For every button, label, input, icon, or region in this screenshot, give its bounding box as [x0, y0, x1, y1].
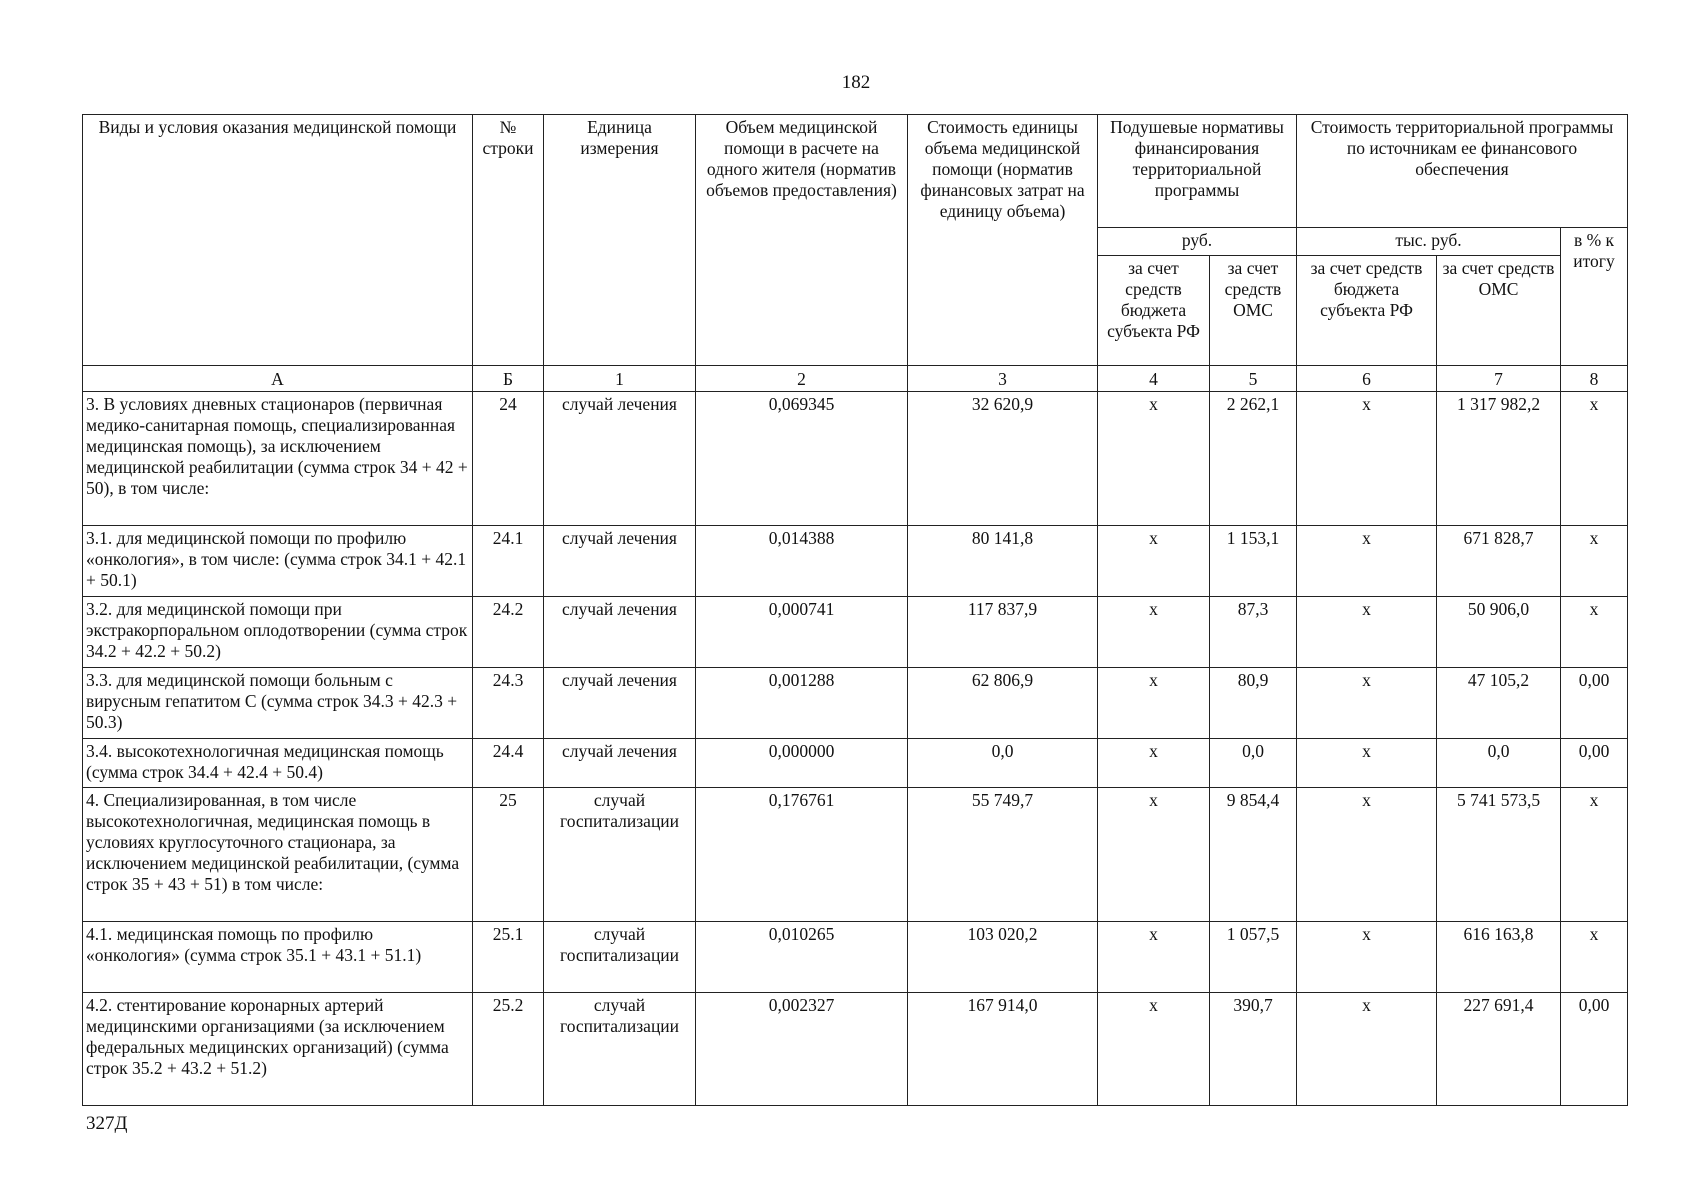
- row-unit: случай лечения: [544, 526, 696, 597]
- header-unit-thousand-rub: тыс. руб.: [1297, 228, 1561, 256]
- row-line-number: 24.1: [473, 526, 544, 597]
- row-oms-rub: 1 153,1: [1210, 526, 1297, 597]
- row-budget-thousand: х: [1297, 668, 1437, 739]
- header-percent-total: в % к итогу: [1561, 228, 1628, 366]
- index-cell: 3: [908, 366, 1098, 392]
- row-oms-thousand: 0,0: [1437, 739, 1561, 788]
- row-budget-rub: х: [1098, 788, 1210, 922]
- row-oms-rub: 87,3: [1210, 597, 1297, 668]
- table-row: [83, 597, 1628, 668]
- index-cell: 2: [696, 366, 908, 392]
- table-row: [83, 392, 1628, 526]
- column-index-row: [83, 366, 1628, 392]
- row-line-number: 24.3: [473, 668, 544, 739]
- row-name: 4.2. стентирование коронарных артерий медицинскими организациями (за исключением федеральных медицинских организаций) (сумма строк 35.2 + 43.2 + 51.2): [83, 993, 473, 1106]
- table-row: [83, 993, 1628, 1106]
- row-oms-rub: 0,0: [1210, 739, 1297, 788]
- row-budget-rub: х: [1098, 922, 1210, 993]
- index-cell: 6: [1297, 366, 1437, 392]
- table-row: [83, 526, 1628, 597]
- row-volume: 0,069345: [696, 392, 908, 526]
- row-name: 4. Специализированная, в том числе высокотехнологичная, медицинская помощь в условиях круглосуточного стационара, за исключением медицинской реабилитации, (сумма строк 35 + 43 + 51) в том числе:: [83, 788, 473, 922]
- row-unit-cost: 167 914,0: [908, 993, 1098, 1106]
- header-unit-rub: руб.: [1098, 228, 1297, 256]
- row-volume: 0,014388: [696, 526, 908, 597]
- index-cell: 1: [544, 366, 696, 392]
- header-budget-thousand: за счет средств бюджета субъекта РФ: [1297, 256, 1437, 366]
- index-cell: 5: [1210, 366, 1297, 392]
- row-volume: 0,000000: [696, 739, 908, 788]
- header-per-capita-group: Подушевые нормативы финансирования территориальной программы: [1098, 115, 1297, 228]
- row-unit: случай госпитализации: [544, 993, 696, 1106]
- row-percent: 0,00: [1561, 739, 1628, 788]
- row-line-number: 24: [473, 392, 544, 526]
- row-unit-cost: 117 837,9: [908, 597, 1098, 668]
- row-volume: 0,010265: [696, 922, 908, 993]
- row-unit-cost: 55 749,7: [908, 788, 1098, 922]
- index-cell: Б: [473, 366, 544, 392]
- row-oms-rub: 2 262,1: [1210, 392, 1297, 526]
- row-percent: х: [1561, 392, 1628, 526]
- row-oms-rub: 390,7: [1210, 993, 1297, 1106]
- row-oms-thousand: 671 828,7: [1437, 526, 1561, 597]
- row-unit-cost: 80 141,8: [908, 526, 1098, 597]
- row-oms-rub: 1 057,5: [1210, 922, 1297, 993]
- table-row: [83, 739, 1628, 788]
- row-volume: 0,002327: [696, 993, 908, 1106]
- row-oms-thousand: 227 691,4: [1437, 993, 1561, 1106]
- row-volume: 0,001288: [696, 668, 908, 739]
- page-number: 182: [841, 72, 871, 93]
- header-volume: Объем медицинской помощи в расчете на одного жителя (норматив объемов предоставления): [696, 115, 908, 366]
- row-unit: случай госпитализации: [544, 788, 696, 922]
- index-cell: А: [83, 366, 473, 392]
- header-unit-cost: Стоимость единицы объема медицинской помощи (норматив финансовых затрат на единицу объема): [908, 115, 1098, 366]
- row-percent: х: [1561, 526, 1628, 597]
- index-cell: 7: [1437, 366, 1561, 392]
- header-oms-thousand: за счет средств ОМС: [1437, 256, 1561, 366]
- index-cell: 8: [1561, 366, 1628, 392]
- row-oms-thousand: 616 163,8: [1437, 922, 1561, 993]
- row-budget-thousand: х: [1297, 739, 1437, 788]
- row-unit-cost: 103 020,2: [908, 922, 1098, 993]
- financing-table: [82, 114, 1628, 1106]
- table-row: [83, 922, 1628, 993]
- header-oms-rub: за счет средств ОМС: [1210, 256, 1297, 366]
- row-budget-thousand: х: [1297, 788, 1437, 922]
- row-name: 3.3. для медицинской помощи больным с вирусным гепатитом С (сумма строк 34.3 + 42.3 + 50.3): [83, 668, 473, 739]
- row-unit: случай лечения: [544, 392, 696, 526]
- row-budget-rub: х: [1098, 993, 1210, 1106]
- row-name: 3.1. для медицинской помощи по профилю «онкология», в том числе: (сумма строк 34.1 + 42.1 + 50.1): [83, 526, 473, 597]
- table-row: [83, 668, 1628, 739]
- row-budget-rub: х: [1098, 392, 1210, 526]
- row-oms-thousand: 1 317 982,2: [1437, 392, 1561, 526]
- row-percent: х: [1561, 922, 1628, 993]
- document-code: 327Д: [86, 1113, 128, 1134]
- row-budget-thousand: х: [1297, 526, 1437, 597]
- row-budget-thousand: х: [1297, 922, 1437, 993]
- row-percent: х: [1561, 597, 1628, 668]
- row-line-number: 24.2: [473, 597, 544, 668]
- row-budget-rub: х: [1098, 597, 1210, 668]
- row-budget-thousand: х: [1297, 597, 1437, 668]
- row-unit: случай лечения: [544, 739, 696, 788]
- row-line-number: 25.1: [473, 922, 544, 993]
- row-oms-thousand: 5 741 573,5: [1437, 788, 1561, 922]
- row-unit: случай лечения: [544, 668, 696, 739]
- row-percent: 0,00: [1561, 993, 1628, 1106]
- header-kind: Виды и условия оказания медицинской помощи: [83, 115, 473, 366]
- row-unit: случай лечения: [544, 597, 696, 668]
- header-line-number: № строки: [473, 115, 544, 366]
- row-budget-rub: х: [1098, 526, 1210, 597]
- row-line-number: 25: [473, 788, 544, 922]
- row-unit-cost: 0,0: [908, 739, 1098, 788]
- row-budget-thousand: х: [1297, 392, 1437, 526]
- row-budget-rub: х: [1098, 668, 1210, 739]
- row-name: 3.2. для медицинской помощи при экстракорпоральном оплодотворении (сумма строк 34.2 + 42.2 + 50.2): [83, 597, 473, 668]
- header-budget-rub: за счет средств бюджета субъекта РФ: [1098, 256, 1210, 366]
- row-oms-thousand: 50 906,0: [1437, 597, 1561, 668]
- row-percent: 0,00: [1561, 668, 1628, 739]
- row-budget-thousand: х: [1297, 993, 1437, 1106]
- row-unit: случай госпитализации: [544, 922, 696, 993]
- row-line-number: 24.4: [473, 739, 544, 788]
- row-name: 4.1. медицинская помощь по профилю «онкология» (сумма строк 35.1 + 43.1 + 51.1): [83, 922, 473, 993]
- row-oms-rub: 9 854,4: [1210, 788, 1297, 922]
- row-oms-thousand: 47 105,2: [1437, 668, 1561, 739]
- row-budget-rub: х: [1098, 739, 1210, 788]
- row-volume: 0,176761: [696, 788, 908, 922]
- row-oms-rub: 80,9: [1210, 668, 1297, 739]
- index-cell: 4: [1098, 366, 1210, 392]
- row-unit-cost: 62 806,9: [908, 668, 1098, 739]
- row-percent: х: [1561, 788, 1628, 922]
- row-volume: 0,000741: [696, 597, 908, 668]
- row-unit-cost: 32 620,9: [908, 392, 1098, 526]
- row-name: 3. В условиях дневных стационаров (первичная медико-санитарная помощь, специализированная медицинская помощь), за исключением медицинской реабилитации (сумма строк 34 + 42 + 50), в том числе:: [83, 392, 473, 526]
- table-row: [83, 788, 1628, 922]
- row-name: 3.4. высокотехнологичная медицинская помощь (сумма строк 34.4 + 42.4 + 50.4): [83, 739, 473, 788]
- header-program-cost-group: Стоимость территориальной программы по источникам ее финансового обеспечения: [1297, 115, 1628, 228]
- header-unit: Единица измерения: [544, 115, 696, 366]
- row-line-number: 25.2: [473, 993, 544, 1106]
